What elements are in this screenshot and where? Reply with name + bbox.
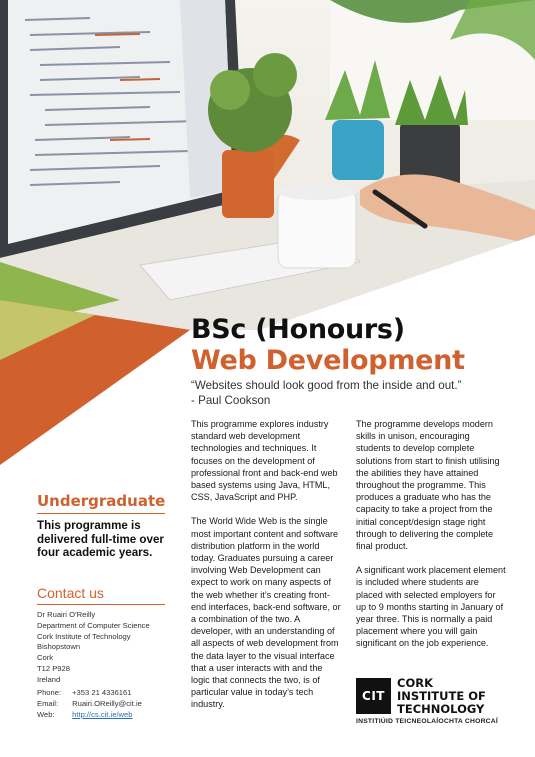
body-column-2 (356, 418, 506, 662)
paragraph: The programme develops modern skills in unison, encouraging students to develop complete solutions from start to finish utilising the abilities they have attained throughout the programme. This produces a graduate who has the capacity to take a project from the initial concept/design stage right through to delivering the complete final product. (356, 419, 500, 552)
contact-heading: Contact us (37, 585, 104, 601)
body-column-1 (191, 418, 341, 723)
email-address[interactable]: Ruairi.OReilly@cit.ie (72, 699, 142, 708)
logo-line: CORK (397, 676, 433, 690)
contact-address (37, 610, 150, 686)
address-line: Ireland (37, 674, 61, 684)
email-row (37, 698, 142, 709)
email-label: Email: (37, 699, 59, 708)
web-row (37, 709, 142, 720)
programme-subtitle: Web Development (191, 345, 465, 376)
logo-line: TECHNOLOGY (397, 702, 485, 716)
cit-logo-irish-name: INSTITIÚID TEICNEOLAÍOCHTA CHORCAÍ (356, 718, 498, 725)
phone-number: +353 21 4336161 (72, 688, 132, 697)
cit-logo-mark: CIT (356, 678, 391, 714)
undergraduate-heading: Undergraduate (37, 492, 166, 510)
hero-illustration (0, 0, 535, 330)
contact-details (37, 687, 142, 720)
paragraph: This programme explores industry standard web development technologies and techniques. It focuses on the development of professional front and back-end web based systems using Java, HTML, CSS, JavaScript and PHP. (191, 419, 338, 503)
divider (37, 513, 165, 514)
programme-title: BSc (Honours) (191, 314, 405, 345)
phone-row (37, 687, 142, 698)
web-label: Web: (37, 710, 55, 719)
phone-label: Phone: (37, 688, 62, 697)
address-line: Bishopstown (37, 642, 81, 652)
paragraph: The World Wide Web is the single most important content and software distribution platform in the world today. Graduates pursuing a career involving Web Development can expect to work on many aspects of the web whether it’s creating front-end interfaces, back-end software, or a combination of the two. A developer, with an understanding of all aspects of web development from the data layer to the visual interface that a user interacts with and the logic that connects the two, is of particular value in today’s tech industry. (191, 516, 341, 710)
address-line: Dr Ruairi O’Reilly (37, 610, 96, 619)
divider (37, 604, 165, 605)
address-line: Department of Computer Science (37, 620, 150, 630)
cit-logo-text (397, 677, 486, 716)
quote-text: “Websites should look good from the inside and out.” (191, 379, 462, 392)
quote (191, 378, 511, 408)
logo-line: INSTITUTE OF (397, 689, 486, 703)
undergraduate-text: This programme is delivered full-time over four academic years. (37, 519, 164, 559)
paragraph: A significant work placement element is included where students are placed with selected employers for up to 9 months starting in January of year three. This is normally a paid placement where you will gain significant on the job experience. (356, 565, 506, 649)
address-line: Cork (37, 653, 54, 663)
decor-triangle (0, 300, 200, 470)
hero-photo (0, 0, 535, 330)
address-line: T12 P928 (37, 663, 70, 673)
web-link[interactable]: http://cs.cit.ie/web (72, 710, 133, 719)
address-line: Cork Institute of Technology (37, 631, 131, 641)
quote-author: - Paul Cookson (191, 394, 271, 407)
